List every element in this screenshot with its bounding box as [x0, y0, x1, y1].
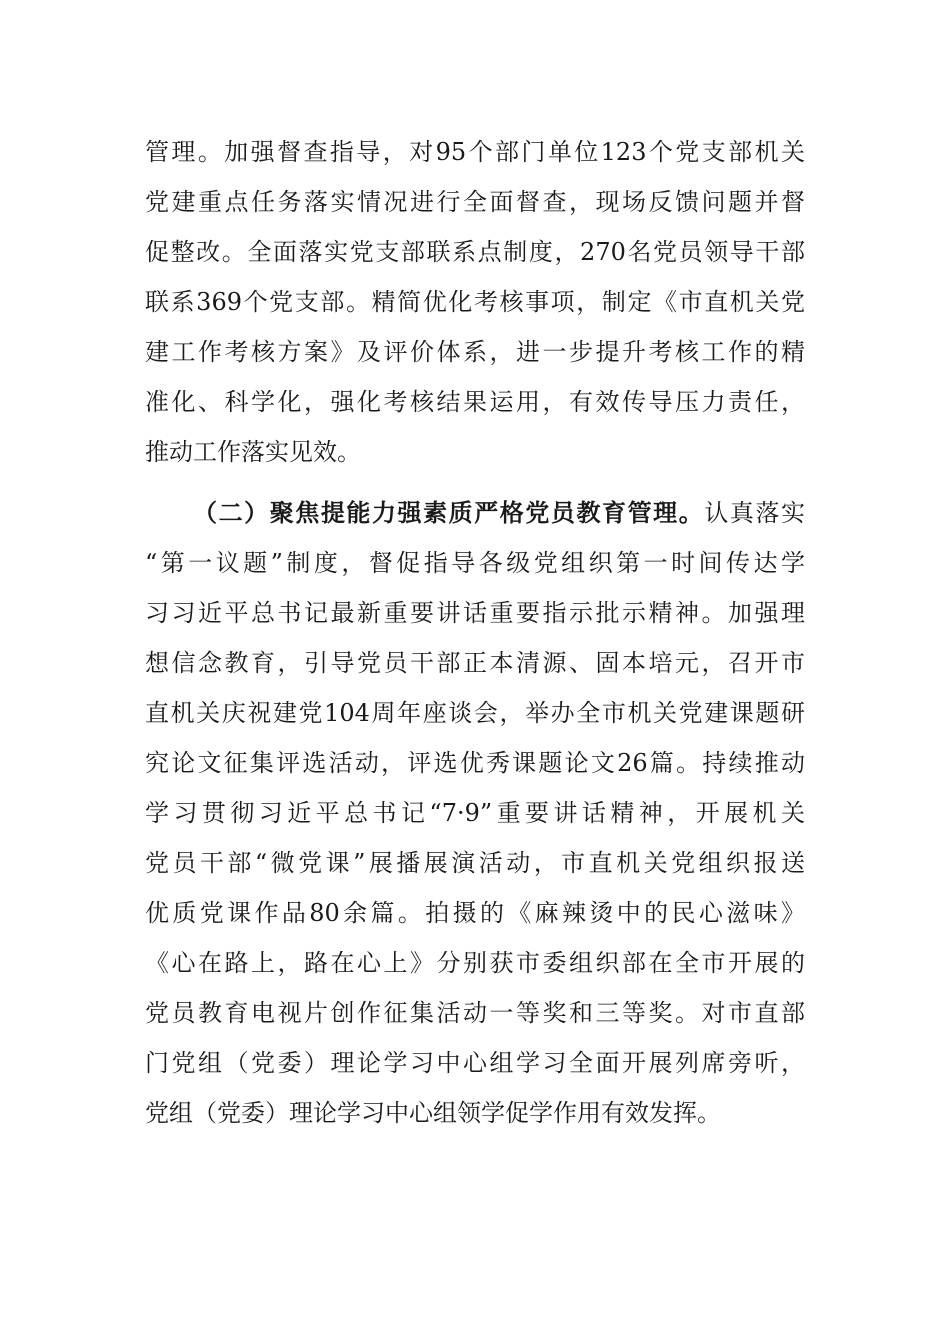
paragraph-line: “第一议题”制度，督促指导各级党组织第一时间传达学 [145, 549, 805, 577]
paragraph-line: 建工作考核方案》及评价体系，进一步提升考核工作的精 [145, 338, 805, 366]
paragraph-line: 学习贯彻习近平总书记“7·9”重要讲话精神，开展机关 [145, 799, 805, 827]
paragraph-line: 党建重点任务落实情况进行全面督查，现场反馈问题并督 [145, 188, 805, 216]
paragraph-line: 准化、科学化，强化考核结果运用，有效传导压力责任， [145, 388, 805, 416]
paragraph-line: 想信念教育，引导党员干部正本清源、固本培元，召开市 [145, 649, 805, 677]
paragraph-line: 党组（党委）理论学习中心组领学促学作用有效发挥。 [145, 1099, 721, 1127]
paragraph-line: 门党组（党委）理论学习中心组学习全面开展列席旁听， [145, 1049, 805, 1077]
paragraph-line: 直机关庆祝建党104周年座谈会，举办全市机关党建课题研 [145, 699, 805, 727]
heading-line-rest: 认真落实 [704, 499, 806, 527]
paragraph-line: 党员教育电视片创作征集活动一等奖和三等奖。对市直部 [145, 999, 805, 1027]
paragraph-first-line [193, 493, 805, 533]
paragraph-line: 联系369个党支部。精简优化考核事项，制定《市直机关党 [145, 288, 805, 316]
section-heading: （二）聚焦提能力强素质严格党员教育管理。 [193, 498, 705, 527]
paragraph-line: 管理。加强督查指导，对95个部门单位123个党支部机关 [145, 138, 805, 166]
paragraph-line: 《心在路上，路在心上》分别获市委组织部在全市开展的 [145, 949, 805, 977]
paragraph-line: 党员干部“微党课”展播展演活动，市直机关党组织报送 [145, 849, 805, 877]
paragraph-line: 优质党课作品80余篇。拍摄的《麻辣烫中的民心滋味》 [145, 899, 805, 927]
paragraph-line: 促整改。全面落实党支部联系点制度，270名党员领导干部 [145, 238, 805, 266]
paragraph-line: 究论文征集评选活动，评选优秀课题论文26篇。持续推动 [145, 749, 805, 777]
paragraph-line: 习习近平总书记最新重要讲话重要指示批示精神。加强理 [145, 599, 805, 627]
paragraph-line: 推动工作落实见效。 [145, 438, 361, 466]
